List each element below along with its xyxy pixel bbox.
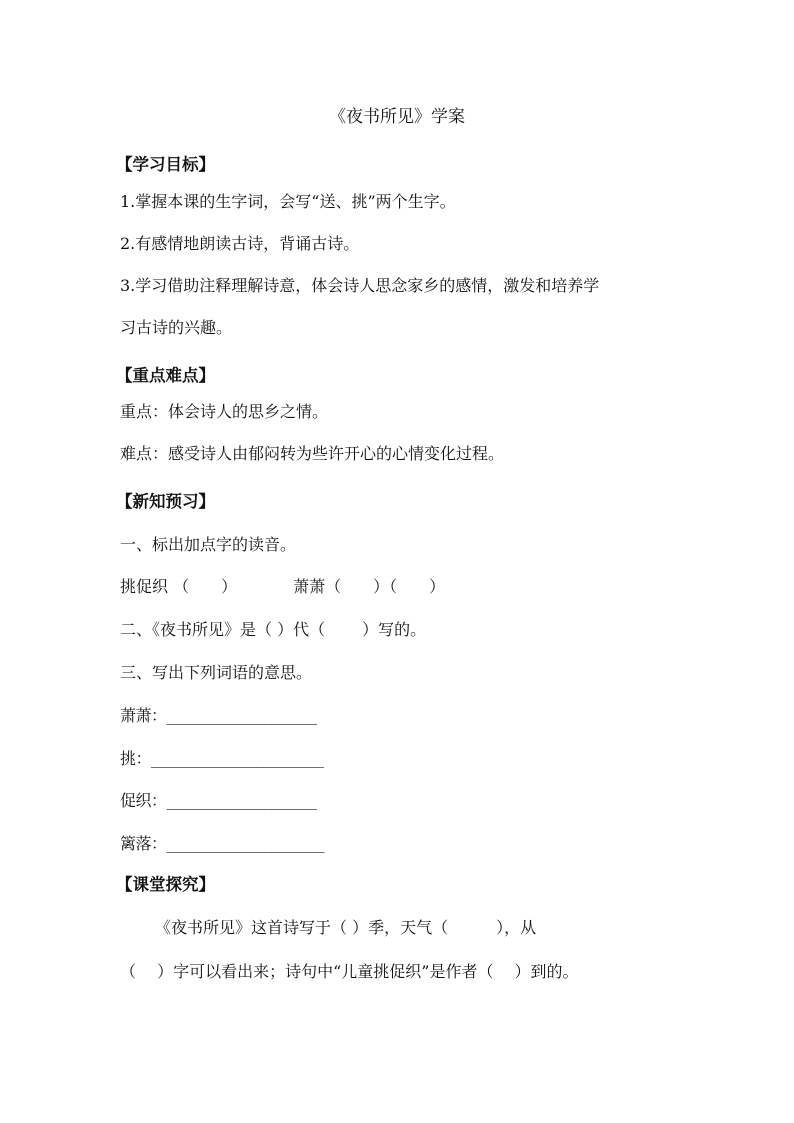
word-meaning-tiao: 挑：_______________________ (120, 749, 324, 768)
document-title: 《夜书所见》学案 (329, 107, 465, 127)
inquiry-heading: 【课堂探究】 (116, 875, 215, 894)
word-meaning-cuzhi: 促织：____________________ (120, 791, 317, 810)
preview-heading: 【新知预习】 (116, 492, 215, 511)
preview-question-2: 二、《夜书所见》是（ ）代（ ）写的。 (120, 620, 427, 639)
word-meaning-xiaoxiao: 萧萧：____________________ (120, 706, 317, 725)
goal-item-3-continued: 习古诗的兴趣。 (120, 318, 233, 337)
pronunciation-line: 挑促织 （ ） 萧萧（ ）（ ） (120, 577, 446, 596)
goal-item-1: 1.掌握本课的生字词，会写“送、挑”两个生字。 (120, 192, 456, 211)
inquiry-line-2: （ ）字可以看出来；诗句中“儿童挑促织”是作者（ ）到的。 (120, 962, 579, 981)
preview-question-1: 一、标出加点字的读音。 (120, 535, 297, 554)
focus-point: 重点：体会诗人的思乡之情。 (120, 402, 329, 421)
goal-item-3: 3.学习借助注释理解诗意，体会诗人思念家乡的感情，激发和培养学 (120, 276, 600, 295)
inquiry-line-1: 《夜书所见》这首诗写于（ ）季，天气（ ），从 (155, 918, 537, 937)
key-points-heading: 【重点难点】 (116, 366, 215, 385)
preview-question-3: 三、写出下列词语的意思。 (120, 663, 313, 682)
word-meaning-liluo: 篱落：_____________________ (120, 834, 325, 853)
difficulty-point: 难点：感受诗人由郁闷转为些许开心的心情变化过程。 (120, 444, 505, 463)
goal-item-2: 2.有感情地朗读古诗，背诵古诗。 (120, 234, 360, 253)
goals-heading: 【学习目标】 (116, 155, 215, 174)
